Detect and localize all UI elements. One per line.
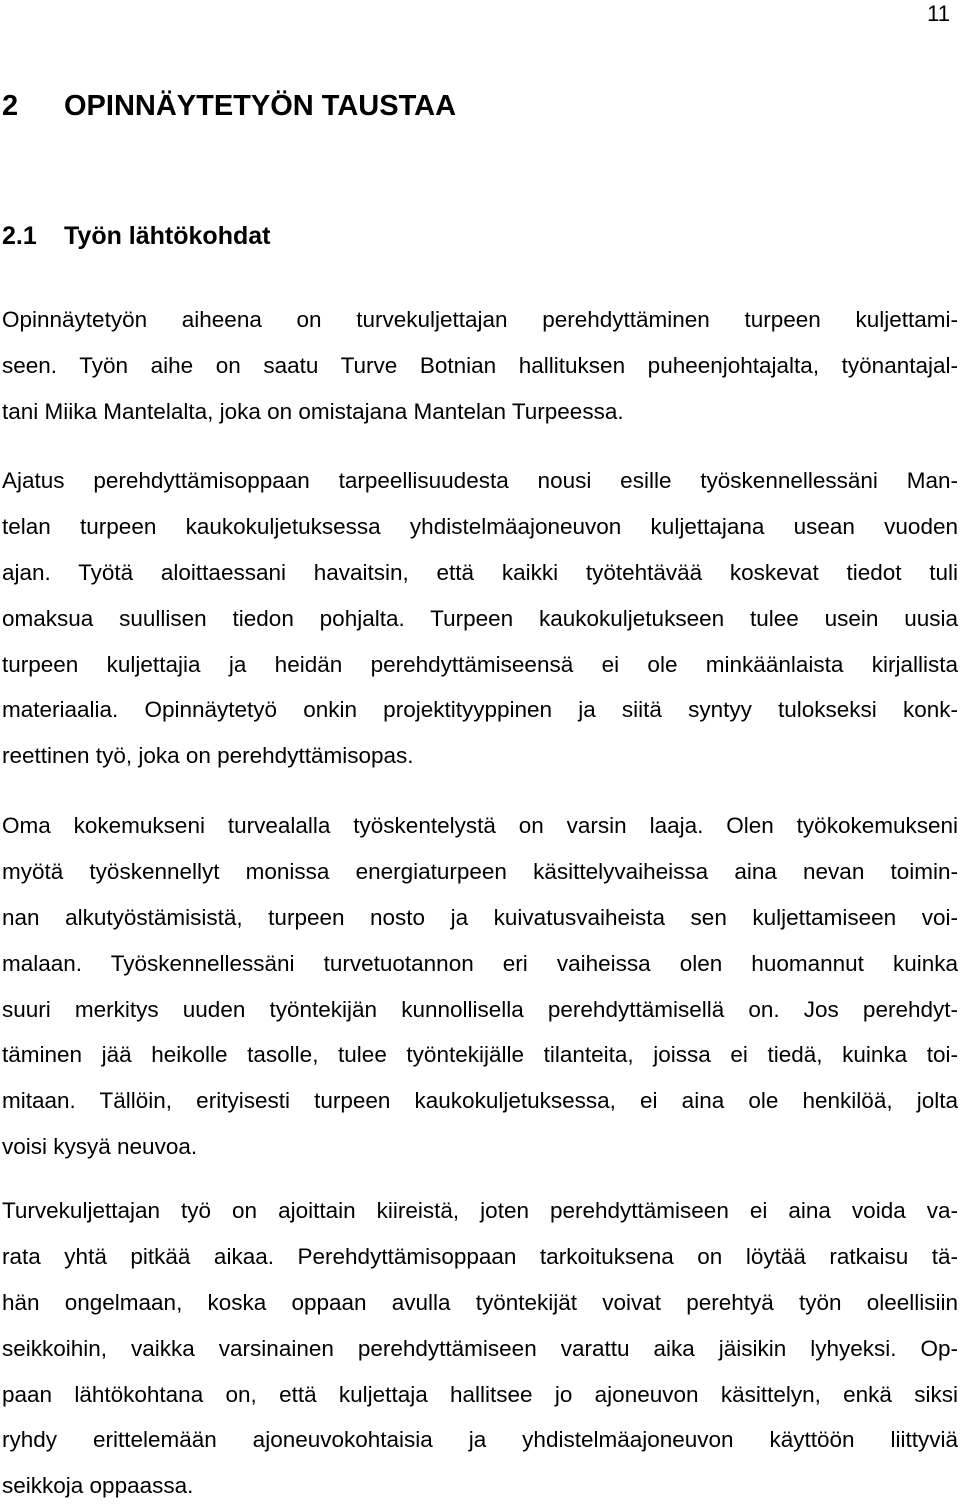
paragraph-line: reettinen työ, joka on perehdyttämisopas.	[2, 743, 414, 769]
paragraph-line: materiaalia. Opinnäytetyö onkin projektityyppinen ja siitä syntyy tulokseksi konk-	[2, 697, 958, 723]
paragraph-line: nan alkutyöstämisistä, turpeen nosto ja kuivatusvaiheista sen kuljettamiseen voi-	[2, 904, 958, 930]
paragraph-line: rata yhtä pitkää aikaa. Perehdyttämisoppaan tarkoituksena on löytää ratkaisu tä-	[2, 1243, 958, 1269]
paragraph-line: malaan. Työskennellessäni turvetuotannon eri vaiheissa olen huomannut kuinka	[2, 950, 958, 976]
paragraph-line: paan lähtökohtana on, että kuljettaja hallitsee jo ajoneuvon käsittelyn, enkä siksi	[2, 1381, 958, 1407]
paragraph-line: telan turpeen kaukokuljetuksessa yhdistelmäajoneuvon kuljettajana usean vuoden	[2, 513, 958, 539]
paragraph-line: seikkoihin, vaikka varsinainen perehdyttämiseen varattu aika jäisikin lyhyeksi. Op-	[2, 1335, 958, 1361]
paragraph-line: mitaan. Tällöin, erityisesti turpeen kaukokuljetuksessa, ei aina ole henkilöä, jolta	[2, 1088, 958, 1114]
page-number: 11	[927, 1, 950, 26]
paragraph-line: myötä työskennellyt monissa energiaturpeen käsittelyvaiheissa aina nevan toimin-	[2, 858, 958, 884]
paragraph-3	[2, 803, 958, 1170]
paragraph-line: seikkoja oppaassa.	[2, 1473, 194, 1499]
paragraph-line: ajan. Työtä aloittaessani havaitsin, että kaikki työtehtävää koskevat tiedot tuli	[2, 559, 958, 585]
paragraph-line: turpeen kuljettajia ja heidän perehdyttämiseensä ei ole minkäänlaista kirjallista	[2, 651, 958, 677]
paragraph-line: Turvekuljettajan työ on ajoittain kiireistä, joten perehdyttämiseen ei aina voida va-	[2, 1198, 958, 1223]
paragraph-line: seen. Työn aihe on saatu Turve Botnian hallituksen puheenjohtajalta, työnantajal-	[2, 352, 958, 378]
paragraph-line: ryhdy erittelemään ajoneuvokohtaisia ja yhdistelmäajoneuvon käyttöön liittyviä	[2, 1427, 958, 1453]
section-title: Työn lähtökohdat	[64, 222, 271, 250]
paragraph-line: Oma kokemukseni turvealalla työskentelystä on varsin laaja. Olen työkokemukseni	[2, 813, 958, 838]
paragraph-4	[2, 1188, 958, 1509]
paragraph-line: suuri merkitys uuden työntekijän kunnollisella perehdyttämisellä on. Jos perehdyt-	[2, 996, 958, 1022]
paragraph-1	[2, 297, 958, 435]
paragraph-line: Ajatus perehdyttämisoppaan tarpeellisuudesta nousi esille työskennellessäni Man-	[2, 468, 958, 493]
paragraph-line: omaksua suullisen tiedon pohjalta. Turpeen kaukokuljetukseen tulee usein uusia	[2, 605, 958, 631]
paragraph-line: voisi kysyä neuvoa.	[2, 1134, 198, 1160]
section-heading	[2, 220, 270, 252]
paragraph-line: tani Miika Mantelalta, joka on omistajana Mantelan Turpeessa.	[2, 398, 624, 424]
paragraph-line: Opinnäytetyön aiheena on turvekuljettajan perehdyttäminen turpeen kuljettami-	[2, 307, 958, 332]
chapter-title: OPINNÄYTETYÖN TAUSTAA	[64, 90, 457, 122]
chapter-heading	[2, 88, 456, 124]
paragraph-2	[2, 458, 958, 779]
paragraph-line: hän ongelmaan, koska oppaan avulla työntekijät voivat perehtyä työn oleellisiin	[2, 1289, 958, 1315]
paragraph-line: täminen jää heikolle tasolle, tulee työntekijälle tilanteita, joissa ei tiedä, kuinka toi-	[2, 1042, 958, 1068]
chapter-number: 2	[2, 90, 19, 122]
section-number: 2.1	[2, 222, 37, 250]
